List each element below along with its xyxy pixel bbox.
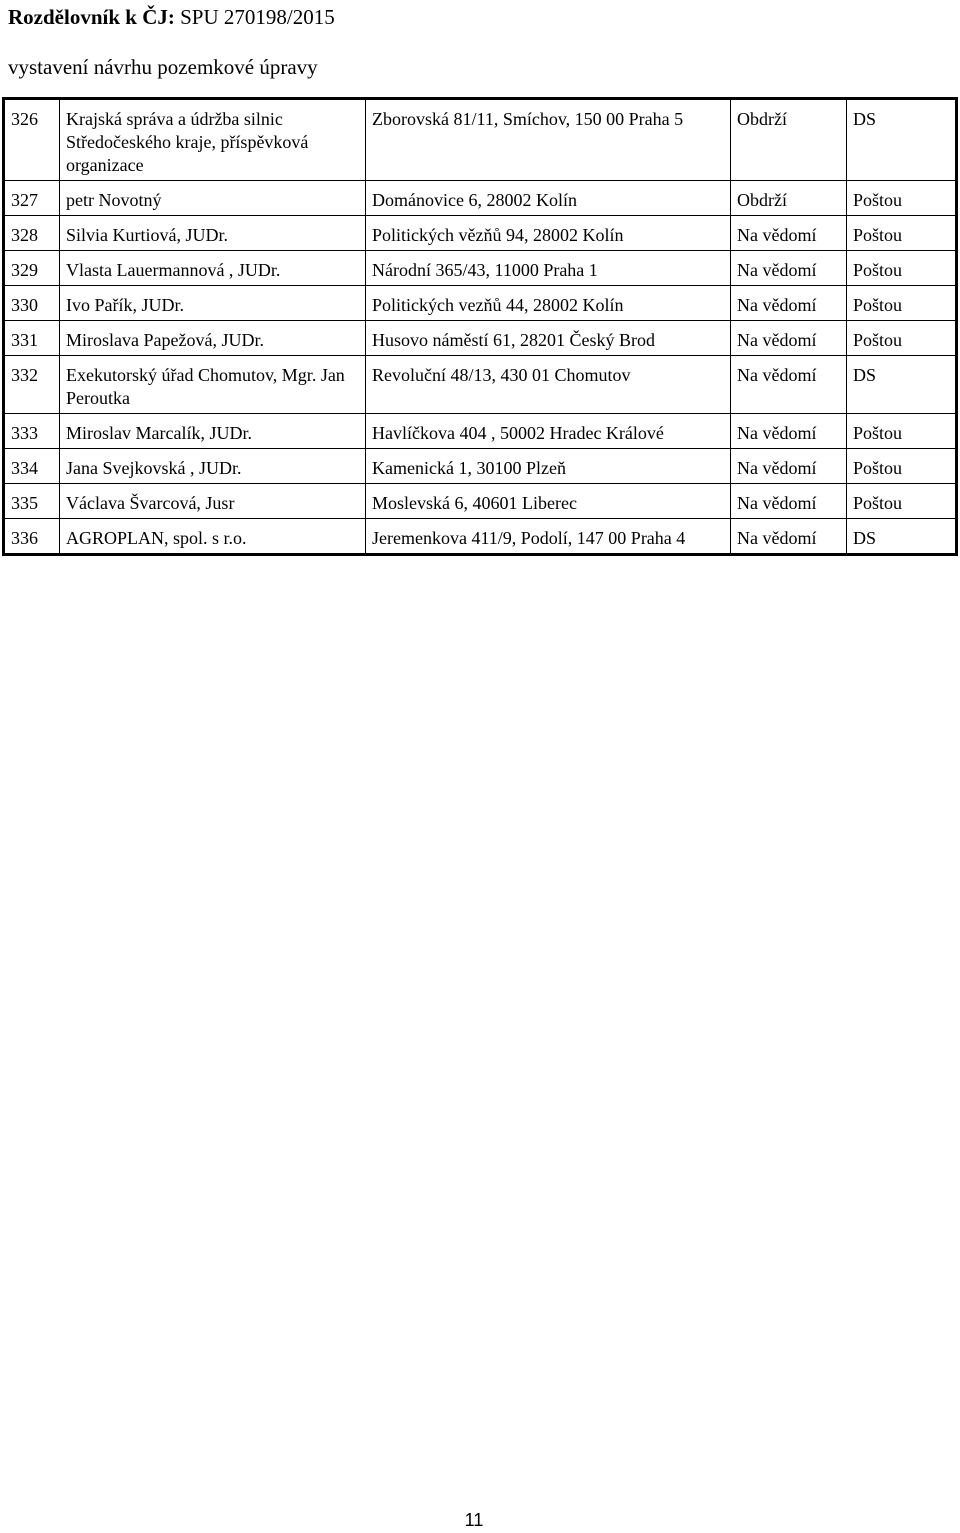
row-number: 331 bbox=[4, 321, 60, 356]
delivery-method: Poštou bbox=[847, 484, 957, 519]
delivery-method: Poštou bbox=[847, 286, 957, 321]
delivery-status: Na vědomí bbox=[731, 321, 847, 356]
table-row bbox=[4, 356, 957, 414]
recipient-address: Revoluční 48/13, 430 01 Chomutov bbox=[366, 356, 731, 414]
recipient-name: Exekutorský úřad Chomutov, Mgr. Jan Peroutka bbox=[60, 356, 366, 414]
delivery-method: Poštou bbox=[847, 414, 957, 449]
table-row bbox=[4, 181, 957, 216]
delivery-status: Na vědomí bbox=[731, 216, 847, 251]
recipient-name: Vlasta Lauermannová , JUDr. bbox=[60, 251, 366, 286]
delivery-method: Poštou bbox=[847, 321, 957, 356]
recipient-name: Silvia Kurtiová, JUDr. bbox=[60, 216, 366, 251]
recipient-address: Politických vězňů 94, 28002 Kolín bbox=[366, 216, 731, 251]
delivery-status: Na vědomí bbox=[731, 356, 847, 414]
table-row bbox=[4, 216, 957, 251]
recipient-address: Jeremenkova 411/9, Podolí, 147 00 Praha 4 bbox=[366, 519, 731, 555]
reference-number: SPU 270198/2015 bbox=[174, 5, 335, 29]
delivery-status: Na vědomí bbox=[731, 519, 847, 555]
recipient-address: Dománovice 6, 28002 Kolín bbox=[366, 181, 731, 216]
delivery-status: Na vědomí bbox=[731, 449, 847, 484]
row-number: 326 bbox=[4, 99, 60, 181]
document-subtitle: vystavení návrhu pozemkové úpravy bbox=[8, 55, 318, 79]
recipient-address: Národní 365/43, 11000 Praha 1 bbox=[366, 251, 731, 286]
delivery-status: Na vědomí bbox=[731, 286, 847, 321]
recipient-name: Ivo Pařík, JUDr. bbox=[60, 286, 366, 321]
row-number: 328 bbox=[4, 216, 60, 251]
recipient-name: petr Novotný bbox=[60, 181, 366, 216]
delivery-method: DS bbox=[847, 519, 957, 555]
table-row bbox=[4, 414, 957, 449]
delivery-method: DS bbox=[847, 356, 957, 414]
recipient-address: Kamenická 1, 30100 Plzeň bbox=[366, 449, 731, 484]
row-number: 335 bbox=[4, 484, 60, 519]
recipient-name: Jana Svejkovská , JUDr. bbox=[60, 449, 366, 484]
recipient-name: Krajská správa a údržba silnic Středočeského kraje, příspěvková organizace bbox=[60, 99, 366, 181]
table-row bbox=[4, 286, 957, 321]
delivery-method: Poštou bbox=[847, 449, 957, 484]
page-number: 11 bbox=[464, 1510, 484, 1530]
delivery-status: Na vědomí bbox=[731, 251, 847, 286]
delivery-status: Na vědomí bbox=[731, 414, 847, 449]
recipient-name: Miroslava Papežová, JUDr. bbox=[60, 321, 366, 356]
table-row bbox=[4, 484, 957, 519]
recipient-name: AGROPLAN, spol. s r.o. bbox=[60, 519, 366, 555]
row-number: 329 bbox=[4, 251, 60, 286]
document-title bbox=[8, 4, 335, 30]
recipient-name: Václava Švarcová, Jusr bbox=[60, 484, 366, 519]
delivery-status: Na vědomí bbox=[731, 484, 847, 519]
recipient-address: Politických vezňů 44, 28002 Kolín bbox=[366, 286, 731, 321]
recipient-address: Havlíčkova 404 , 50002 Hradec Králové bbox=[366, 414, 731, 449]
recipient-name: Miroslav Marcalík, JUDr. bbox=[60, 414, 366, 449]
title-label: Rozdělovník k ČJ: bbox=[8, 5, 175, 29]
row-number: 334 bbox=[4, 449, 60, 484]
table-row bbox=[4, 449, 957, 484]
row-number: 332 bbox=[4, 356, 60, 414]
distribution-table bbox=[2, 97, 958, 556]
recipient-address: Zborovská 81/11, Smíchov, 150 00 Praha 5 bbox=[366, 99, 731, 181]
row-number: 330 bbox=[4, 286, 60, 321]
distribution-table-body bbox=[4, 99, 957, 555]
delivery-method: Poštou bbox=[847, 216, 957, 251]
recipient-address: Husovo náměstí 61, 28201 Český Brod bbox=[366, 321, 731, 356]
delivery-method: DS bbox=[847, 99, 957, 181]
delivery-status: Obdrží bbox=[731, 99, 847, 181]
recipient-address: Moslevská 6, 40601 Liberec bbox=[366, 484, 731, 519]
delivery-method: Poštou bbox=[847, 251, 957, 286]
table-row bbox=[4, 251, 957, 286]
table-row bbox=[4, 519, 957, 555]
row-number: 336 bbox=[4, 519, 60, 555]
row-number: 327 bbox=[4, 181, 60, 216]
table-row bbox=[4, 321, 957, 356]
delivery-status: Obdrží bbox=[731, 181, 847, 216]
table-row bbox=[4, 99, 957, 181]
delivery-method: Poštou bbox=[847, 181, 957, 216]
row-number: 333 bbox=[4, 414, 60, 449]
